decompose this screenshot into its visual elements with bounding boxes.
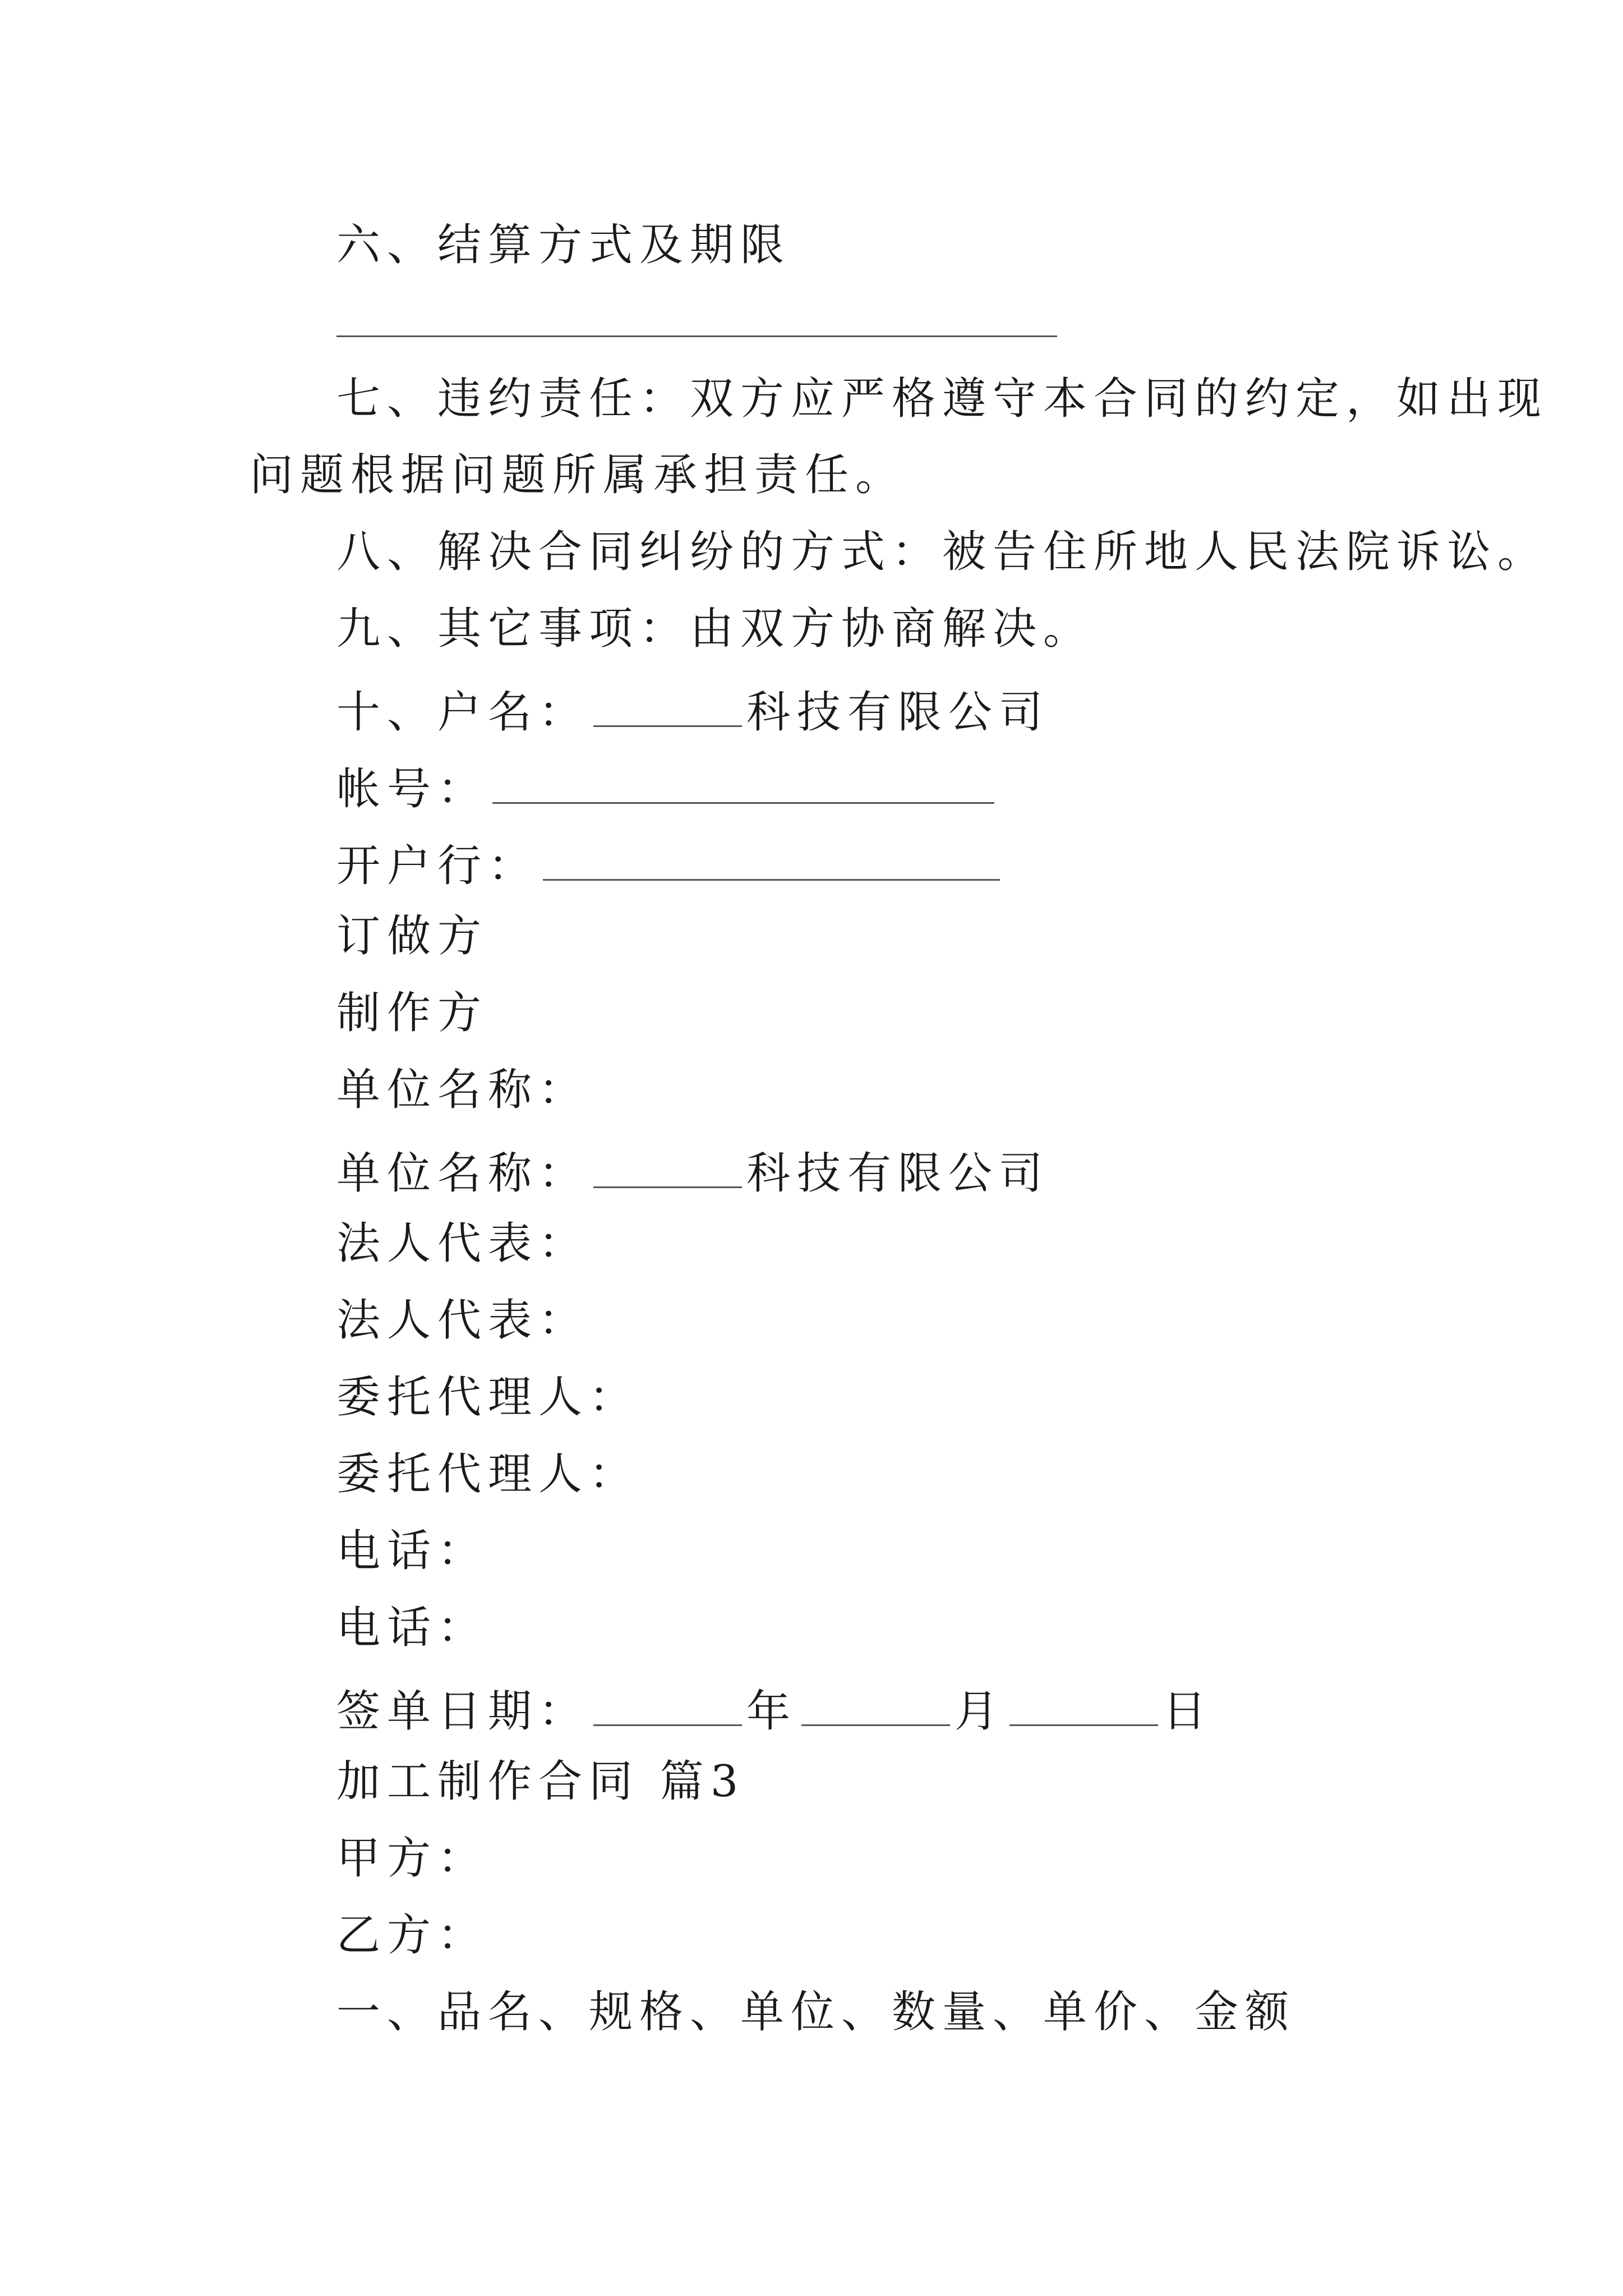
year-blank xyxy=(593,1683,742,1726)
signing-date-label: 签单日期： xyxy=(336,1686,589,1737)
maker-heading: 制作方 xyxy=(336,988,488,1038)
fill-in-blank-settlement xyxy=(336,335,1057,337)
account-number-blank xyxy=(492,761,994,804)
orderer-legal-rep: 法人代表： xyxy=(336,1218,589,1269)
month-blank xyxy=(801,1683,950,1726)
orderer-unit-name: 单位名称： xyxy=(336,1065,589,1115)
account-name-suffix: 科技有限公司 xyxy=(746,687,1050,738)
account-name-blank xyxy=(593,684,742,727)
signing-date-row xyxy=(336,1683,1214,1737)
clause-7-line-2: 问题根据问题所属承担责任。 xyxy=(250,450,906,500)
day-label: 日 xyxy=(1163,1686,1214,1737)
orderer-agent: 委托代理人： xyxy=(336,1372,640,1423)
account-number-row xyxy=(336,761,999,815)
maker-unit-label: 单位名称： xyxy=(336,1148,589,1199)
orderer-heading: 订做方 xyxy=(336,911,488,961)
orderer-phone: 电话： xyxy=(336,1526,488,1576)
account-number-label: 帐号： xyxy=(336,764,488,815)
bank-row xyxy=(336,838,1004,892)
clause-10-account-name xyxy=(336,684,1050,738)
bank-label: 开户行： xyxy=(336,841,539,892)
maker-legal-rep: 法人代表： xyxy=(336,1295,589,1346)
party-b: 乙方： xyxy=(336,1910,488,1961)
clause-8: 八、解决合同纠纷的方式：被告住所地人民法院诉讼。 xyxy=(336,527,1548,577)
clause-6-heading: 六、结算方式及期限 xyxy=(336,220,791,270)
month-label: 月 xyxy=(955,1686,1006,1737)
clause-1-heading: 一、品名、规格、单位、数量、单价、金额 xyxy=(336,1987,1296,2037)
clause-7-line-1: 七、违约责任：双方应严格遵守本合同的约定，如出现 xyxy=(336,374,1548,424)
maker-agent: 委托代理人： xyxy=(336,1449,640,1499)
clause-9: 九、其它事项：由双方协商解决。 xyxy=(336,604,1094,654)
maker-phone: 电话： xyxy=(336,1603,488,1653)
maker-unit-suffix: 科技有限公司 xyxy=(746,1148,1050,1199)
bank-blank xyxy=(543,838,1000,881)
year-label: 年 xyxy=(746,1686,797,1737)
maker-unit-name xyxy=(336,1145,1050,1199)
contract-3-title: 加工制作合同 篇3 xyxy=(336,1756,745,1807)
maker-unit-blank xyxy=(593,1145,742,1188)
account-name-label: 十、户名： xyxy=(336,687,589,738)
party-a: 甲方： xyxy=(336,1833,488,1884)
day-blank xyxy=(1009,1683,1158,1726)
